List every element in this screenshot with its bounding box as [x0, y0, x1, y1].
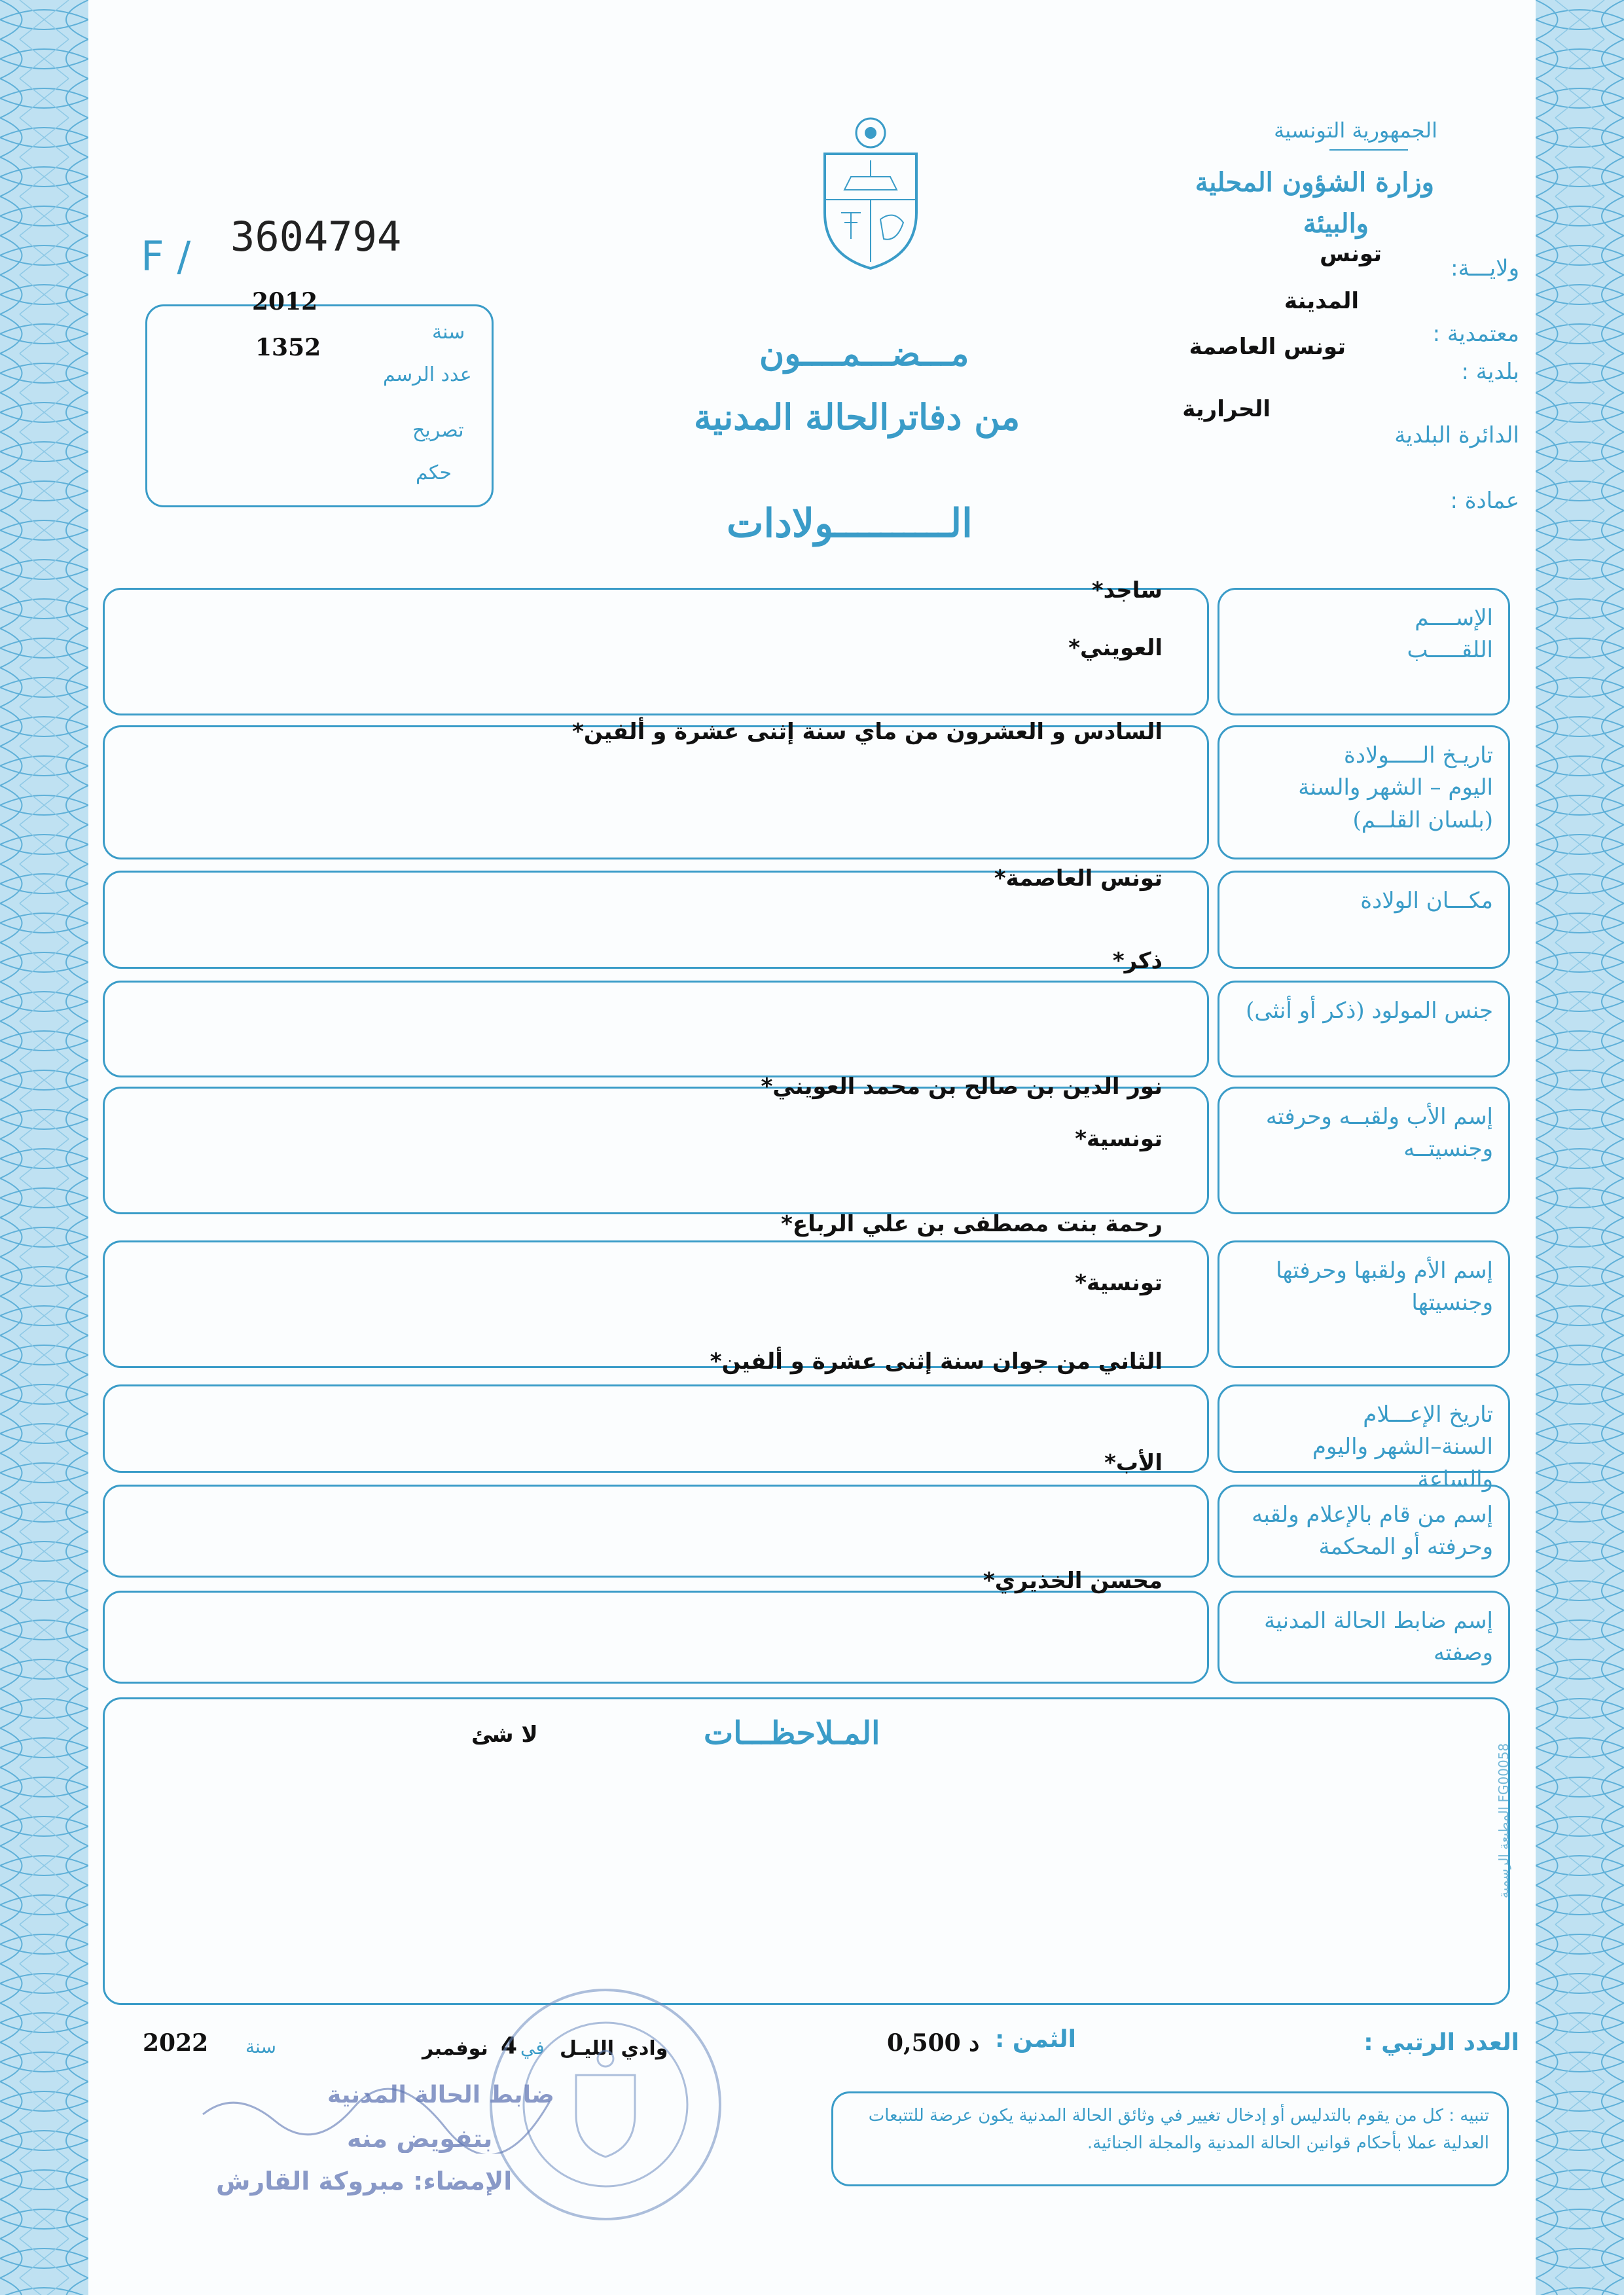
- row-value-box: [103, 1087, 1209, 1214]
- row-value: الأب*: [1104, 1450, 1163, 1476]
- register-year-value: 2012: [252, 288, 318, 316]
- row-value-box: [103, 1591, 1209, 1684]
- register-number-label: عدد الرسم: [383, 363, 472, 386]
- row-label: تاريـخ الـــــولادة اليوم – الشهر والسنة (بلسان القلــم): [1298, 742, 1493, 833]
- district-value: الحرارية: [1182, 396, 1271, 422]
- footer-year-label: سنة: [245, 2036, 276, 2057]
- row-value-box: [103, 725, 1209, 859]
- warning-text: تنبيه : كل من يقوم بالتدليس أو إدخال تغيير في وثائق الحالة المدنية يكون عرضة للتتبعات العدلية عملا بأحكام قوانين الحالة المدنية والمجلة الجنائية.: [868, 2106, 1489, 2153]
- register-year-label: سنة: [432, 321, 465, 344]
- row-label: إسم الأب ولقبــه وحرفته وجنسيتــه: [1265, 1104, 1493, 1163]
- footer-year-value: 2022: [143, 2029, 209, 2057]
- row-label: إسم من قام بالإعلام ولقبه وحرفته أو المحكمة: [1252, 1502, 1493, 1561]
- serial-prefix: F /: [141, 232, 191, 280]
- footer-in-label: في: [520, 2037, 545, 2059]
- row-value: تونسية*: [1075, 1126, 1163, 1152]
- municipality-label: بلدية :: [1461, 359, 1519, 385]
- price-value: 0,500 د: [887, 2029, 980, 2057]
- ministry-line1: وزارة الشؤون المحلية: [1195, 167, 1434, 198]
- row-label: الإســــم اللقـــــب: [1407, 605, 1493, 664]
- signature-line1: ضابط الحالة المدنية: [327, 2082, 554, 2108]
- district-label: الدائرة البلدية: [1394, 422, 1519, 448]
- footer-day: 4: [501, 2033, 518, 2059]
- signature-line3: الإمضاء: مبروكة القارش: [216, 2167, 513, 2196]
- omda-label: عمادة :: [1450, 488, 1519, 514]
- left-guilloche-border: [0, 0, 88, 2295]
- ordinal-label: العدد الرتبي :: [1363, 2029, 1519, 2056]
- row-value: تونس العاصمة*: [994, 865, 1163, 892]
- remarks-label: المـلاحظـــات: [704, 1715, 880, 1752]
- governorate-label: ولايـــة:: [1451, 255, 1519, 281]
- row-label: جنس المولود (ذكر أو أنثى): [1246, 998, 1493, 1024]
- delegation-value: المدينة: [1284, 288, 1359, 314]
- serial-number: 3604794: [230, 213, 402, 261]
- remarks-value: لا شئ: [471, 1722, 538, 1748]
- title-births: الــــــــــولادات: [727, 501, 973, 547]
- price-label: الثمن :: [995, 2026, 1077, 2053]
- row-value: الثاني من جوان سنة إثنى عشرة و ألفين*: [710, 1348, 1163, 1375]
- signature-line2: بتفويض منه: [347, 2124, 493, 2153]
- row-value: محسن الخذيري*: [983, 1568, 1163, 1594]
- ministry-line2: والبيئة: [1303, 208, 1369, 239]
- delegation-label: معتمدية :: [1432, 321, 1519, 347]
- register-judgment-label: حكم: [416, 461, 452, 484]
- footer-place: وادي الليـل: [560, 2037, 668, 2060]
- row-label: إسم ضابط الحالة المدنية وصفته: [1264, 1608, 1493, 1667]
- row-label: تاريخ الإعـــلام السنة–الشهر واليوم والساعة: [1312, 1401, 1493, 1492]
- municipality-value: تونس العاصمة: [1189, 334, 1346, 360]
- row-value-box: [103, 981, 1209, 1077]
- handwritten-signature: [196, 2075, 563, 2154]
- row-value: رحمة بنت مصطفى بن علي الرباع*: [781, 1211, 1163, 1237]
- tunisia-coat-of-arms-icon: [815, 115, 926, 272]
- row-value: نور الدين بن صالح بن محمد العويني*: [761, 1074, 1163, 1100]
- row-value-box: [103, 1485, 1209, 1578]
- row-label: إسم الأم ولقبها وحرفتها وجنسيتها: [1276, 1257, 1493, 1316]
- printer-mark: المطبعة الرسمية FG00058: [1496, 1743, 1511, 1898]
- row-value: السادس و العشرون من ماي سنة إثنى عشرة و ألفين*: [572, 719, 1163, 745]
- row-value: ذكر*: [1112, 948, 1163, 974]
- row-value-box: [103, 588, 1209, 715]
- row-value: ساجد*: [1091, 577, 1163, 604]
- republic-text: الجمهورية التونسية: [1274, 118, 1437, 143]
- row-value: تونسية*: [1075, 1270, 1163, 1296]
- row-value-box: [103, 1384, 1209, 1473]
- right-guilloche-border: [1536, 0, 1624, 2295]
- title-summary: مـــضـــمــــون: [759, 334, 969, 374]
- register-declaration-label: تصريح: [412, 419, 464, 442]
- register-number-value: 1352: [255, 334, 321, 361]
- title-registers: من دفاترالحالة المدنية: [694, 396, 1020, 438]
- governorate-value: تونس: [1320, 241, 1382, 267]
- footer-month: نوفمبر: [422, 2037, 488, 2060]
- row-label: مكـــان الولادة: [1360, 888, 1493, 914]
- row-value: العويني*: [1068, 635, 1163, 661]
- republic-ornament: [1329, 149, 1408, 151]
